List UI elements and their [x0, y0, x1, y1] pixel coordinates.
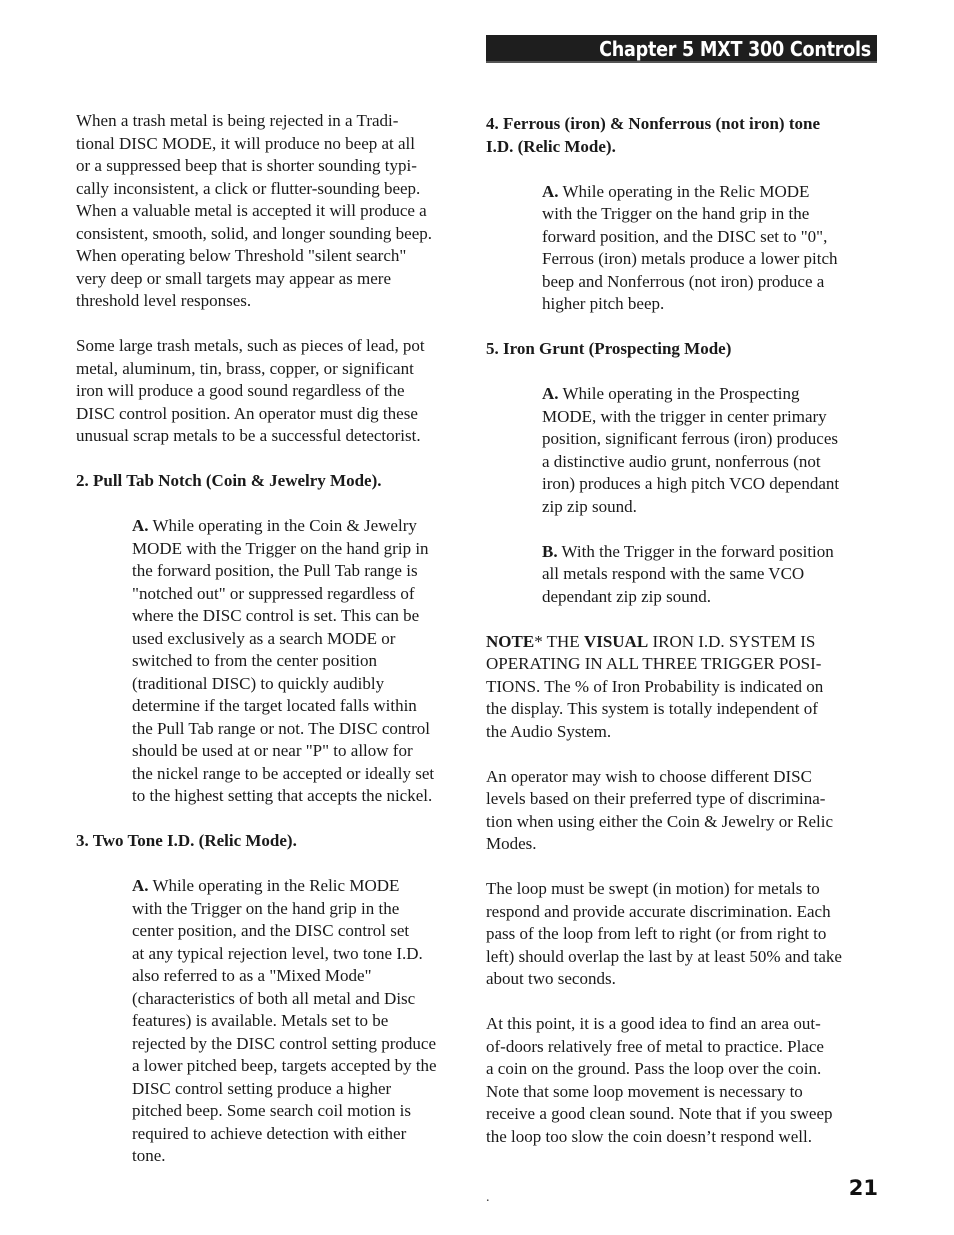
- pull-tab-item-a: [132, 515, 471, 808]
- item-label-a: A.: [542, 181, 559, 201]
- heading-ferrous-nonferrous: 4. Ferrous (iron) & Nonferrous (not iron) tone I.D. (Relic Mode).: [486, 114, 820, 156]
- note-text-start: * THE: [534, 631, 584, 651]
- heading-iron-grunt: 5. Iron Grunt (Prospecting Mode): [486, 339, 732, 358]
- iron-grunt-item-b-text: With the Trigger in the forward position all metals respond with the same VCO dependant zip zip sound.: [542, 541, 834, 606]
- ferrous-item-a-text: While operating in the Relic MODE with the Trigger on the hand grip in the forward position, and the DISC set to "0", Ferrous (iron) metals produce a lower pitch beep and Nonferrous (not iron) produce a higher pitch beep.: [542, 181, 838, 313]
- iron-grunt-item-a: [542, 383, 881, 518]
- footer-dot: .: [486, 1190, 490, 1205]
- note-paragraph: [486, 631, 881, 744]
- item-label-a: A.: [132, 516, 149, 535]
- chapter-header-bar: [486, 35, 877, 63]
- paragraph-large-trash-metals: Some large trash metals, such as pieces of lead, pot metal, aluminum, tin, brass, copper, or significant iron will produce a good sound regardless of the DISC control position. An operator must dig these unusual scrap metals to be a successful detectorist.: [76, 336, 425, 445]
- page-number: 21: [848, 1176, 878, 1200]
- heading-pull-tab-notch: 2. Pull Tab Notch (Coin & Jewelry Mode).: [76, 471, 382, 490]
- note-text-end: IRON I.D. SYSTEM IS OPERATING IN ALL THREE TRIGGER POSI- TIONS. The % of Iron Probability is indicated on the display. This system is totally independent of the Audio System.: [486, 631, 824, 741]
- iron-grunt-item-a-text: While operating in the Prospecting MODE, with the trigger in center primary position, significant ferrous (iron) produces a distinctive audio grunt, nonferrous (not iron) produces a high pitch VCO dependant zip zip sound.: [542, 384, 840, 516]
- iron-grunt-item-b: [542, 541, 881, 609]
- heading-two-tone-id: 3. Two Tone I.D. (Relic Mode).: [76, 831, 297, 850]
- pull-tab-item-a-text: While operating in the Coin & Jewelry MODE with the Trigger on the hand grip in the forward position, the Pull Tab range is "notched out" or suppressed regardless of where the DISC control is set. This can be used exclusively as a search MODE or switched to from the center position (traditional DISC) to quickly audibly determine if the target located falls within the Pull Tab range or not. The DISC control should be used at or near "P" to allow for the nickel range to be accepted or ideally set to the highest setting that accepts the nickel.: [132, 516, 435, 805]
- paragraph-loop-swept: The loop must be swept (in motion) for metals to respond and provide accurate discrimination. Each pass of the loop from left to right (or from right to left) should overlap the last by at least 50% and take about two seconds.: [486, 879, 842, 988]
- item-label-a: A.: [132, 876, 149, 895]
- note-label: NOTE: [486, 631, 535, 651]
- right-column: [486, 113, 881, 1148]
- note-visual-emphasis: VISUAL: [583, 631, 649, 651]
- paragraph-disc-levels: An operator may wish to choose different DISC levels based on their preferred type of discrimina- tion when using either the Coin & Jewelry or Relic Modes.: [486, 766, 834, 853]
- two-tone-item-a: [132, 875, 471, 1168]
- item-label-b: B.: [542, 541, 558, 561]
- ferrous-item-a: [542, 181, 881, 316]
- paragraph-trash-rejection: When a trash metal is being rejected in a Tradi- tional DISC MODE, it will produce no beep at all or a suppressed beep that is shorter sounding typi- cally inconsistent, a click or flutter-sounding beep. When a valuable metal is accepted it will produce a consistent, smooth, solid, and longer sounding beep. When operating below Threshold "silent search" very deep or small targets may appear as mere threshold level responses.: [76, 111, 433, 310]
- item-label-a: A.: [542, 384, 559, 403]
- left-column: [76, 110, 471, 1168]
- paragraph-practice: At this point, it is a good idea to find an area out- of-doors relatively free of metal to practice. Place a coin on the ground. Pass the loop over the coin. Note that some loop movement is necessary to receive a good clean sound. Note that if you sweep the loop too slow the coin doesn’t respond well.: [486, 1014, 833, 1146]
- two-tone-item-a-text: While operating in the Relic MODE with the Trigger on the hand grip in the center position, and the DISC control set at any typical rejection level, two tone I.D. also referred to as a "Mixed Mode" (characteristics of both all metal and Disc features) is available. Metals set to be rejected by the DISC control setting produce a lower pitched beep, targets accepted by the DISC control setting produce a higher pitched beep. Some search coil motion is required to achieve detection with either tone.: [132, 876, 437, 1165]
- chapter-title: Chapter 5 MXT 300 Controls: [599, 37, 871, 61]
